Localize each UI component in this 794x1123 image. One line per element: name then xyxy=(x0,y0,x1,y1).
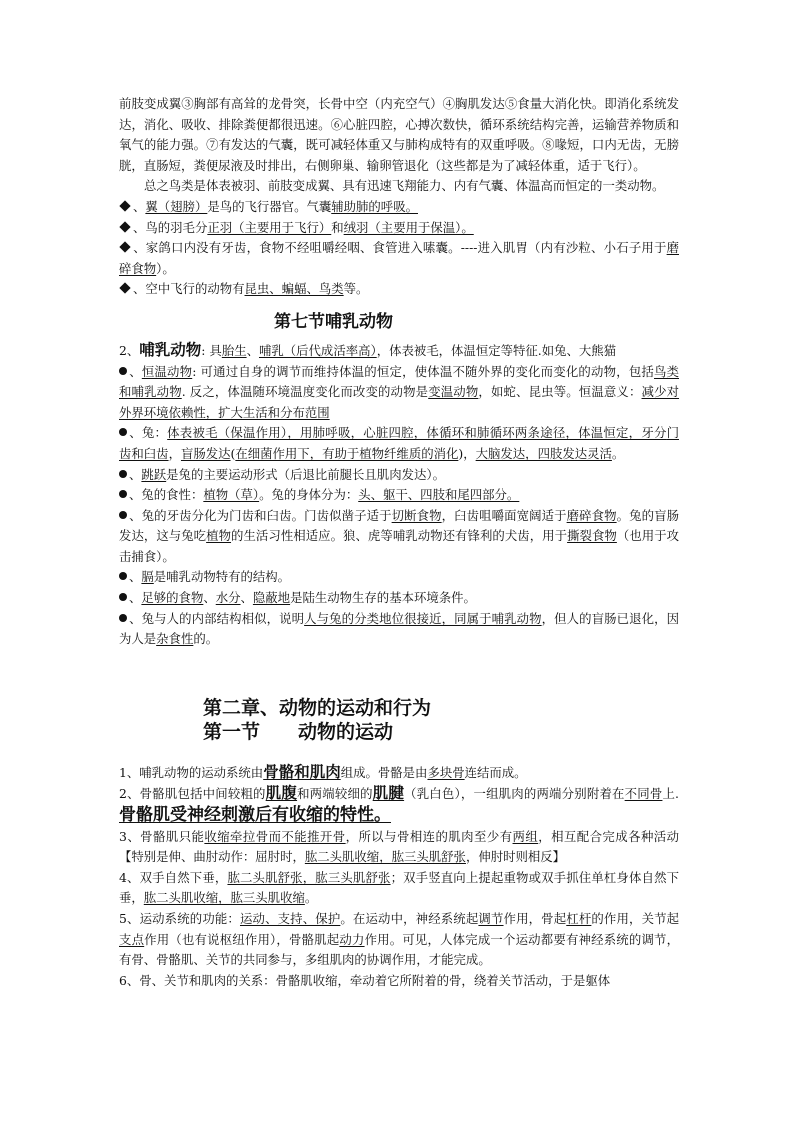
bird-bullet-feathers: 、鸟的羽毛分正羽（主要用于飞行）和绒羽（主要用于保温）。 xyxy=(119,218,679,239)
bullet-dot-icon xyxy=(119,428,127,436)
motion-item-1: 1、哺乳动物的运动系统由骨骼和肌肉组成。骨骼是由多块骨连结而成。 xyxy=(119,761,527,781)
mammal-rabbit-features: 、兔：体表被毛（保温作用），用肺呼吸，心脏四腔，体循环和肺循环两条途径，体温恒定，牙分门齿和臼齿，盲肠发达(在细菌作用下，有助于植物纤维质的消化)，大脑发达，四肢发达灵活。 xyxy=(119,425,679,461)
motion-item-6: 6、骨、关节和肌肉的关系：骨骼肌收缩，牵动着它所附着的骨，绕着关节活动，于是躯体 xyxy=(119,972,611,988)
mammal-definition: 2、哺乳动物: 具胎生、哺乳（后代成活率高），体表被毛，体温恒定等特征.如兔、大熊猫 xyxy=(119,339,617,359)
bullet-dot-icon xyxy=(119,367,127,375)
bird-summary-paragraph: 总之鸟类是体表被羽、前肢变成翼、具有迅速飞翔能力、内有气囊、体温高而恒定的一类动物。 xyxy=(144,178,665,194)
mammal-warm-blooded: 、恒温动物: 可通过自身的调节而维持体温的恒定，使体温不随外界的变化而变化的动物，包括鸟类和哺乳动物. 反之，体温随环境温度变化而改变的动物是变温动物，如蛇、昆虫等。恒温意义：减少对外界环境依赖性，扩大生活和分布范围 xyxy=(119,363,680,420)
mammal-human-rabbit: 、兔与人的内部结构相似，说明人与兔的分类地位很接近，同属于哺乳动物，但人的盲肠已退化，因为人是杂食性的。 xyxy=(119,610,679,647)
mammal-jumping: 、跳跃是兔的主要运动形式（后退比前腿长且肌肉发达）。 xyxy=(119,465,679,486)
diamond-bullet-icon xyxy=(119,200,130,211)
section-spacer xyxy=(119,650,679,696)
motion-item-4: 4、双手自然下垂，肱二头肌舒张，肱三头肌舒张；双手竖直向上提起重物或双手抓住单杠身体自然下垂，肱二头肌收缩，肱三头肌收缩。 xyxy=(119,869,680,906)
motion-item-2: 2、骨骼肌包括中间较粗的肌腹和两端较细的肌腱（乳白色），一组肌肉的两端分别附着在不同骨上. 骨骼肌受神经刺激后有收缩的特性。 xyxy=(119,783,679,826)
diamond-bullet-icon xyxy=(119,221,130,232)
motion-item-5: 5、运动系统的功能：运动、支持、保护。在运动中，神经系统起调节作用，骨起杠杆的作用，关节起支点作用（也有说枢纽作用），骨骼肌起动力作用。可见，人体完成一个运动都要有神经系统的调节，有骨、骨骼肌、关节的共同参与，多组肌肉的协调作用，才能完成。 xyxy=(119,911,680,968)
section-title-mammals: 第七节哺乳动物 xyxy=(274,311,393,332)
section-title-motion: 第一节 动物的运动 xyxy=(203,720,394,743)
mammal-diaphragm: 、膈是哺乳动物特有的结构。 xyxy=(119,567,679,588)
diamond-bullet-icon xyxy=(119,241,130,252)
chapter-title: 第二章、动物的运动和行为 xyxy=(203,696,432,719)
bullet-dot-icon xyxy=(119,593,127,601)
bullet-dot-icon xyxy=(119,490,127,498)
bullet-dot-icon xyxy=(119,572,127,580)
bird-bullet-digestion: 、家鸽口内没有牙齿，食物不经咀嚼经咽、食管进入嗉囊。----进入肌胃（内有沙粒、小石子用于磨碎食物）。 xyxy=(119,240,679,276)
bullet-dot-icon xyxy=(119,511,127,519)
bird-bullet-flyers: 、空中飞行的动物有昆虫、蝙蝠、鸟类等。 xyxy=(119,279,679,300)
mammal-diet: 、兔的食性：植物（草）。兔的身体分为：头、躯干、四肢和尾四部分。 xyxy=(119,485,679,506)
motion-item-3: 3、骨骼肌只能收缩牵拉骨而不能推开骨，所以与骨相连的肌肉至少有两组，相互配合完成各种活动【特别是伸、曲肘动作：屈肘时，肱二头肌收缩，肱三头肌舒张，伸肘时则相反】 xyxy=(119,828,680,865)
diamond-bullet-icon xyxy=(119,283,130,294)
mammal-environment: 、足够的食物、水分、隐蔽地是陆生动物生存的基本环境条件。 xyxy=(119,588,679,609)
bird-bullet-wing: 、翼（翅膀）是鸟的飞行器官。气囊辅助肺的呼吸。 xyxy=(119,197,679,218)
mammal-teeth: 、兔的牙齿分化为门齿和臼齿。门齿似凿子适于切断食物，臼齿咀嚼面宽阔适于磨碎食物。兔的盲肠发达，这与兔吃植物的生活习性相适应。狼、虎等哺乳动物还有锋利的犬齿，用于撕裂食物（也用于攻击捕食）。 xyxy=(119,507,680,564)
bullet-dot-icon xyxy=(119,470,127,478)
bullet-dot-icon xyxy=(119,614,127,622)
bird-features-paragraph: 前肢变成翼③胸部有高耸的龙骨突，长骨中空（内充空气）④胸肌发达⑤食量大消化快。即消化系统发达，消化、吸收、排除粪便都很迅速。⑥心脏四腔，心搏次数快，循环系统结构完善，运输营养物质和氧气的能力强。⑦有发达的气囊，既可减轻体重又与肺构成特有的双重呼吸。⑧喙短，口内无齿，无膀胱，直肠短，粪便尿液及时排出，右侧卵巢、输卵管退化（这些都是为了减轻体重，适于飞行）。 xyxy=(119,96,679,173)
document-page xyxy=(119,94,679,991)
